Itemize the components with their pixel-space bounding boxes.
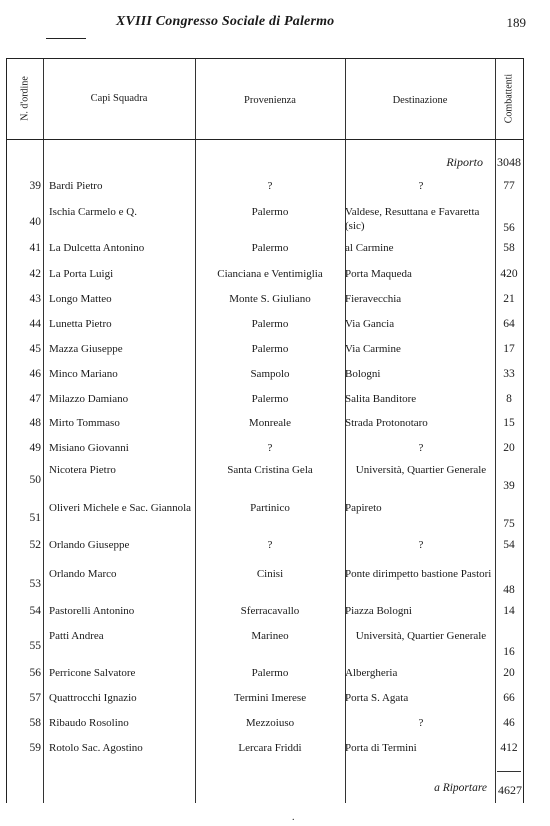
squad-leader: Pastorelli Antonino <box>49 605 135 617</box>
riporto-label: Riporto <box>446 155 483 169</box>
header-rule <box>7 139 523 140</box>
provenance: Palermo <box>251 206 289 218</box>
squad-leader: Mirto Tommaso <box>49 417 120 429</box>
provenance: ? <box>267 442 273 454</box>
provenance: Palermo <box>251 318 289 330</box>
squad-leader: Patti Andrea <box>49 630 104 642</box>
combatants: 20 <box>503 667 515 679</box>
combatants: 17 <box>503 343 515 355</box>
page-mark: . <box>292 812 295 823</box>
total-rule <box>497 771 521 772</box>
destination: Bologni <box>345 368 381 380</box>
squad-leader: Mazza Giuseppe <box>49 343 123 355</box>
provenance: Mezzoiuso <box>245 717 295 729</box>
provenance: Marineo <box>251 630 289 642</box>
squad-leader: Minco Mariano <box>49 368 118 380</box>
squad-leader: Nicotera Pietro <box>49 464 116 476</box>
provenance: Sampolo <box>250 368 290 380</box>
header-capi: Capi Squadra <box>90 93 148 104</box>
combatants: 58 <box>503 242 515 254</box>
riporto-value: 3048 <box>497 155 521 169</box>
header-dest: Destinazione <box>392 95 448 106</box>
destination: Ponte dirimpetto bastione Pastori <box>345 568 492 580</box>
footer-value: 4627 <box>498 783 522 797</box>
destination: ? <box>418 717 424 729</box>
head-rule <box>46 38 86 39</box>
squad-leader: Perricone Salvatore <box>49 667 136 679</box>
order-number: 55 <box>29 640 41 652</box>
order-number: 45 <box>29 343 41 355</box>
destination: Via Gancia <box>345 318 395 330</box>
provenance: Partinico <box>250 502 290 514</box>
page-number: 189 <box>506 15 526 30</box>
order-number: 58 <box>29 717 41 729</box>
combatants: 54 <box>503 539 515 551</box>
combatants: 33 <box>503 368 515 380</box>
combatants: 48 <box>503 584 515 596</box>
destination: Porta S. Agata <box>345 692 409 704</box>
destination: Università, Quartier Generale <box>355 630 487 642</box>
provenance: Monte S. Giuliano <box>229 293 311 305</box>
ledger-table <box>6 58 524 803</box>
combatants: 412 <box>500 742 518 754</box>
combatants: 420 <box>500 268 518 280</box>
provenance: Cinisi <box>256 568 284 580</box>
order-number: 44 <box>29 318 41 330</box>
combatants: 14 <box>503 605 515 617</box>
squad-leader: Ischia Carmelo e Q. <box>49 206 137 218</box>
running-head <box>0 14 550 34</box>
combatants: 46 <box>503 717 515 729</box>
combatants: 16 <box>503 646 515 658</box>
header-prov: Provenienza <box>244 95 296 106</box>
order-number: 47 <box>29 393 41 405</box>
order-number: 51 <box>29 512 41 524</box>
squad-leader: Rotolo Sac. Agostino <box>49 742 143 754</box>
destination: Via Carmine <box>345 343 401 355</box>
provenance: ? <box>267 180 273 192</box>
footer-label: a Riportare <box>434 782 487 794</box>
destination: ? <box>418 180 424 192</box>
order-number: 50 <box>29 474 41 486</box>
provenance: Palermo <box>251 393 289 405</box>
provenance: Santa Cristina Gela <box>227 464 313 476</box>
provenance: Palermo <box>251 343 289 355</box>
provenance: Palermo <box>251 242 289 254</box>
combatants: 77 <box>503 180 515 192</box>
provenance: ? <box>267 539 273 551</box>
combatants: 39 <box>503 480 515 492</box>
destination: Albergheria <box>345 667 398 679</box>
header-comb: Combattenti <box>503 73 515 124</box>
order-number: 54 <box>29 605 41 617</box>
order-number: 49 <box>29 442 41 454</box>
combatants: 20 <box>503 442 515 454</box>
destination: Porta di Termini <box>345 742 417 754</box>
order-number: 53 <box>29 578 41 590</box>
destination: Porta Maqueda <box>345 268 412 280</box>
order-number: 46 <box>29 368 41 380</box>
order-number: 43 <box>29 293 41 305</box>
provenance: Cianciana e Ventimiglia <box>217 268 323 280</box>
destination: Papireto <box>345 502 382 514</box>
provenance: Monreale <box>248 417 292 429</box>
provenance: Sferracavallo <box>240 605 300 617</box>
order-number: 42 <box>29 268 41 280</box>
provenance: Termini Imerese <box>233 692 307 704</box>
squad-leader: La Porta Luigi <box>49 268 114 280</box>
order-number: 59 <box>29 742 41 754</box>
squad-leader: Longo Matteo <box>49 293 112 305</box>
squad-leader: La Dulcetta Antonino <box>49 242 145 254</box>
combatants: 66 <box>503 692 515 704</box>
squad-leader: Orlando Marco <box>49 568 117 580</box>
combatants: 8 <box>506 393 512 405</box>
destination: ? <box>418 442 424 454</box>
squad-leader: Misiano Giovanni <box>49 442 129 454</box>
order-number: 40 <box>29 216 41 228</box>
column-divider <box>43 59 44 803</box>
order-number: 39 <box>29 180 41 192</box>
destination: Fieravecchia <box>345 293 402 305</box>
combatants: 15 <box>503 417 515 429</box>
destination: Salita Banditore <box>345 393 417 405</box>
order-number: 57 <box>29 692 41 704</box>
squad-leader: Ribaudo Rosolino <box>49 717 129 729</box>
destination: Piazza Bologni <box>345 605 412 617</box>
destination: Valdese, Resuttana e Favaretta (sic) <box>345 206 480 232</box>
header-num: N. d'ordine <box>19 76 31 121</box>
squad-leader: Lunetta Pietro <box>49 318 112 330</box>
squad-leader: Milazzo Damiano <box>49 393 129 405</box>
combatants: 64 <box>503 318 515 330</box>
provenance: Lercara Friddi <box>238 742 302 754</box>
combatants: 75 <box>503 518 515 530</box>
page-title: XVIII Congresso Sociale di Palermo <box>116 14 335 29</box>
order-number: 41 <box>29 242 41 254</box>
provenance: Palermo <box>251 667 289 679</box>
squad-leader: Quattrocchi Ignazio <box>49 692 137 704</box>
combatants: 56 <box>503 222 515 234</box>
squad-leader: Oliveri Michele e Sac. Giannola <box>49 502 192 514</box>
destination: al Carmine <box>345 242 394 254</box>
order-number: 52 <box>29 539 41 551</box>
destination: ? <box>418 539 424 551</box>
squad-leader: Orlando Giuseppe <box>49 539 130 551</box>
order-number: 48 <box>29 417 41 429</box>
destination: Università, Quartier Generale <box>355 464 487 476</box>
squad-leader: Bardi Pietro <box>49 180 103 192</box>
destination: Strada Protonotaro <box>345 417 428 429</box>
combatants: 21 <box>503 293 515 305</box>
order-number: 56 <box>29 667 41 679</box>
